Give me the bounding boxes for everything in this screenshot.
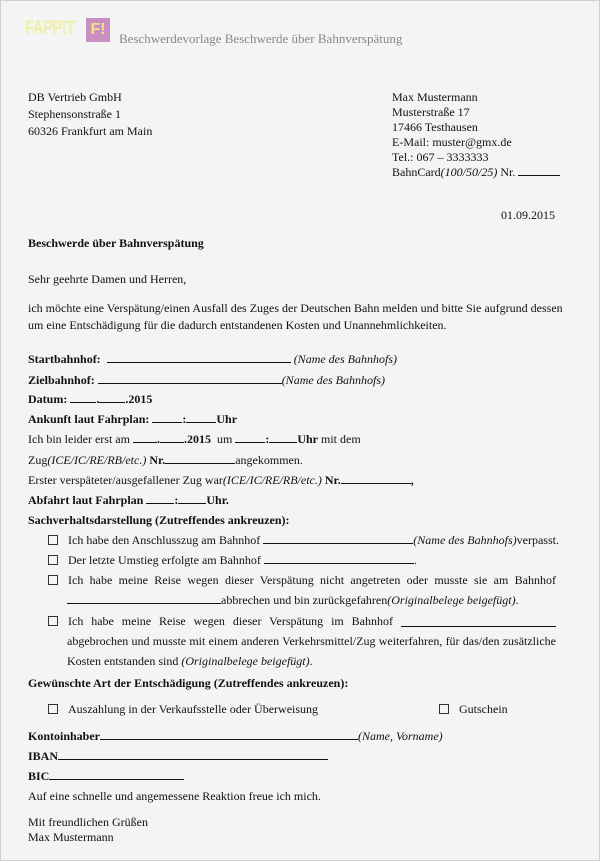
salutation: Sehr geehrte Damen und Herren, <box>28 272 187 286</box>
fact-text: Kosten entstanden sind <box>67 654 182 668</box>
departure-schedule-row <box>28 492 229 508</box>
hour-blank[interactable] <box>152 411 182 423</box>
uhr: Uhr <box>216 412 238 426</box>
hour-blank[interactable] <box>146 492 174 504</box>
compensation-option-voucher[interactable] <box>439 701 508 717</box>
abfahrt-label: Abfahrt laut Fahrplan <box>28 493 144 507</box>
signature: Max Mustermann <box>28 830 114 844</box>
nr: Nr. <box>324 473 341 487</box>
train-types: (ICE/IC/RE/RB/etc.) <box>222 473 322 487</box>
train-types: (ICE/IC/RE/RB/etc.) <box>47 453 147 467</box>
year: .2015 <box>125 392 153 406</box>
day-blank[interactable] <box>70 391 96 403</box>
uhr: Uhr. <box>206 493 229 507</box>
bahncard-nr-label: Nr. <box>497 165 519 179</box>
day-blank[interactable] <box>133 431 157 443</box>
bahncard-types: (100/50/25) <box>440 165 498 179</box>
fact-text: verpasst. <box>516 533 559 547</box>
bic-row <box>28 768 184 784</box>
nr: Nr. <box>149 453 166 467</box>
fact-item <box>48 613 556 629</box>
bahncard-label: BahnCard <box>392 165 441 179</box>
logo-text: FAPP!T <box>25 18 75 39</box>
bahncard-blank[interactable] <box>518 164 560 176</box>
compensation-heading: Gewünschte Art der Entschädigung (Zutreffendes ankreuzen): <box>28 676 349 690</box>
recipient-line: Stephensonstraße 1 <box>28 107 121 121</box>
hour-blank[interactable] <box>235 431 265 443</box>
train-row <box>28 452 303 468</box>
iban-row <box>28 748 328 764</box>
uhr: Uhr <box>297 432 318 446</box>
sender-email: E-Mail: muster@gmx.de <box>392 135 512 149</box>
checkbox[interactable] <box>439 704 449 714</box>
colon: : <box>174 493 179 507</box>
erster-text: Erster verspäteter/ausgefallener Zug war <box>28 473 223 487</box>
holder-label: Kontoinhaber <box>28 729 101 743</box>
ankunft-label: Ankunft laut Fahrplan: <box>28 412 150 426</box>
fact-item <box>48 572 556 588</box>
period: . <box>309 654 313 668</box>
iban-label: IBAN <box>28 749 59 763</box>
ziel-label: Zielbahnhof: <box>28 373 95 387</box>
receipts-note: (Originalbelege beigefügt) <box>387 593 516 607</box>
account-holder-row <box>28 728 443 744</box>
option-label: Auszahlung in der Verkaufsstelle oder Überweisung <box>68 702 319 716</box>
intro-line: um eine Entschädigung für die dadurch entstandenen Kosten und Unannehmlichkeiten. <box>28 318 447 332</box>
minute-blank[interactable] <box>178 492 206 504</box>
destination-station-row <box>28 372 385 388</box>
fact-text: . <box>413 553 417 567</box>
closing-request: Auf eine schnelle und angemessene Reaktion freue ich mich. <box>28 789 321 803</box>
compensation-option-payout[interactable] <box>48 701 318 717</box>
first-delayed-train-row <box>28 472 414 488</box>
fact-text: Der letzte Umstieg erfolgte am Bahnhof <box>68 553 261 567</box>
iban-blank[interactable] <box>58 748 328 760</box>
sender-bahncard <box>392 164 560 180</box>
datum-label: Datum: <box>28 392 68 406</box>
minute-blank[interactable] <box>269 431 297 443</box>
start-station-blank[interactable] <box>107 351 291 363</box>
mit-dem: mit dem <box>320 432 361 446</box>
year: .2015 <box>183 432 211 446</box>
station-blank[interactable] <box>67 592 221 604</box>
date-row <box>28 391 152 407</box>
checkbox[interactable] <box>48 555 58 565</box>
document-title: Beschwerdevorlage Beschwerde über Bahnverspätung <box>119 31 403 46</box>
sender-phone: Tel.: 067 – 3333333 <box>392 150 489 164</box>
fact-item-cont <box>67 653 313 669</box>
late-text: Ich bin leider erst am <box>28 432 130 446</box>
dot: . <box>96 392 100 406</box>
recipient-line: 60326 Frankfurt am Main <box>28 124 153 138</box>
start-label: Startbahnhof: <box>28 352 101 366</box>
checkbox[interactable] <box>48 704 58 714</box>
colon: : <box>182 412 187 426</box>
sender-name: Max Mustermann <box>392 90 478 104</box>
actual-arrival-row <box>28 431 361 447</box>
checkbox[interactable] <box>48 575 58 585</box>
station-blank[interactable] <box>264 552 414 564</box>
train-number-blank[interactable] <box>165 452 235 464</box>
station-blank[interactable] <box>263 532 413 544</box>
fact-item <box>48 532 559 548</box>
letter-date: 01.09.2015 <box>501 208 555 222</box>
fact-text: Ich habe den Anschlusszug am Bahnhof <box>68 533 261 547</box>
checkbox[interactable] <box>48 535 58 545</box>
month-blank[interactable] <box>99 391 125 403</box>
dot: . <box>156 432 160 446</box>
fact-text: Ich habe meine Reise wegen dieser Verspätung im Bahnhof <box>68 614 393 628</box>
fact-text: Ich habe meine Reise wegen dieser Verspätung nicht angetreten oder musste sie am Bahnhof <box>68 573 556 587</box>
holder-hint: (Name, Vorname) <box>358 729 443 743</box>
subject: Beschwerde über Bahnverspätung <box>28 236 204 250</box>
station-hint: (Name des Bahnhofs) <box>293 352 398 366</box>
intro-line: ich möchte eine Verspätung/einen Ausfall des Zuges der Deutschen Bahn melden und bitte Sie aufgrund dessen <box>28 301 563 315</box>
closing-greeting: Mit freundlichen Grüßen <box>28 815 148 829</box>
facts-heading: Sachverhaltsdarstellung (Zutreffendes ankreuzen): <box>28 513 290 527</box>
um: um <box>216 432 233 446</box>
fact-text: abbrechen und bin zurückgefahren <box>221 593 388 607</box>
arrival-schedule-row <box>28 411 237 427</box>
station-hint: (Name des Bahnhofs) <box>281 373 386 387</box>
period: . <box>515 593 519 607</box>
comma: , <box>410 473 414 487</box>
fact-text: abgebrochen und musste mit einem anderen Verkehrsmittel/Zug weiterfahren, für das/den zusätzliche <box>67 634 556 648</box>
month-blank[interactable] <box>160 431 184 443</box>
bic-blank[interactable] <box>49 768 184 780</box>
checkbox[interactable] <box>48 616 58 626</box>
receipts-note: (Originalbelege beigefügt) <box>181 654 310 668</box>
option-label: Gutschein <box>459 702 508 716</box>
station-hint: (Name des Bahnhofs) <box>413 533 517 547</box>
station-blank[interactable] <box>401 615 556 627</box>
destination-station-blank[interactable] <box>98 372 282 384</box>
holder-blank[interactable] <box>100 728 358 740</box>
sender-city: 17466 Testhausen <box>392 120 478 134</box>
sender-street: Musterstraße 17 <box>392 105 470 119</box>
train-number-blank[interactable] <box>341 472 411 484</box>
zug: Zug <box>28 453 48 467</box>
angekommen: angekommen. <box>235 453 303 467</box>
fact-item-cont <box>67 592 519 608</box>
recipient-line: DB Vertrieb GmbH <box>28 90 122 104</box>
colon: : <box>265 432 270 446</box>
fact-item <box>48 552 417 568</box>
logo-mark: F! <box>86 18 110 42</box>
minute-blank[interactable] <box>186 411 216 423</box>
start-station-row <box>28 351 397 367</box>
bic-label: BIC <box>28 769 50 783</box>
